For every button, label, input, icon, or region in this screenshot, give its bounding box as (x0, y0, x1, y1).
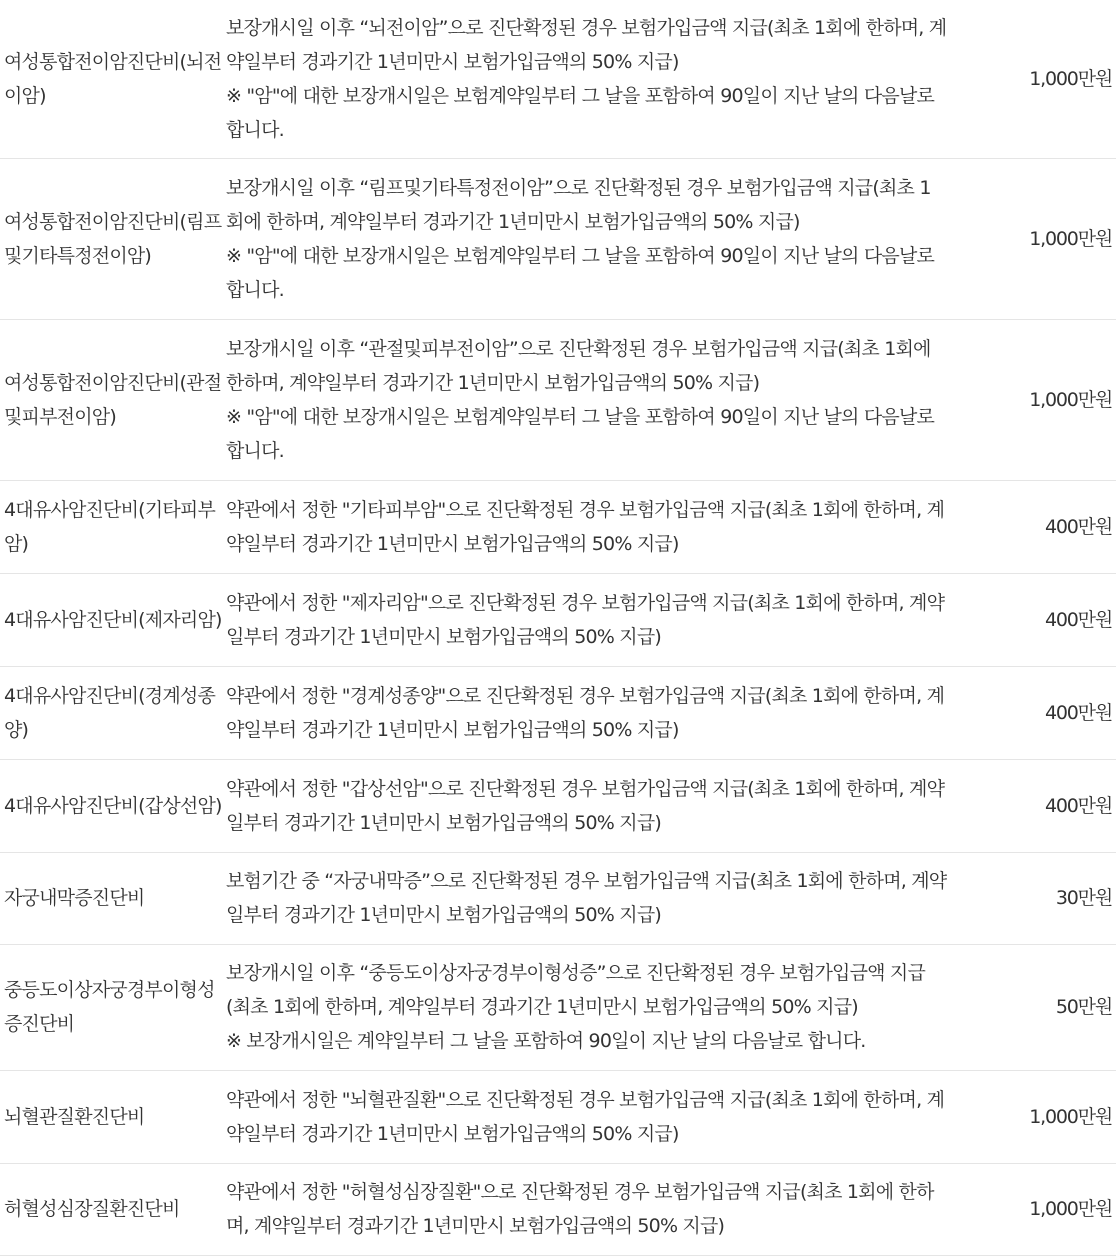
benefit-description (226, 0, 948, 158)
benefit-description (226, 480, 948, 573)
table-row (0, 759, 1116, 852)
table-row (0, 852, 1116, 944)
description-text: 보험기간 중 “자궁내막증”으로 진단확정된 경우 보험가입금액 지급(최초 1회에 한하며, 계약일부터 경과기간 1년미만시 보험가입금액의 50% 지급) (226, 870, 947, 926)
description-note: ※ "암"에 대한 보장개시일은 보험계약일부터 그 날을 포함하여 90일이 지난 날의 다음날로 합니다. (226, 244, 935, 301)
benefit-name: 여성통합전이암진단비(뇌전이암) (0, 0, 226, 158)
benefit-amount: 50만원 (948, 944, 1116, 1070)
benefit-description (226, 158, 948, 319)
table-row (0, 0, 1116, 158)
description-text: 약관에서 정한 "허혈성심장질환"으로 진단확정된 경우 보험가입금액 지급(최초 1회에 한하며, 계약일부터 경과기간 1년미만시 보험가입금액의 50% 지급) (226, 1181, 934, 1237)
description-note: ※ "암"에 대한 보장개시일은 보험계약일부터 그 날을 포함하여 90일이 지난 날의 다음날로 합니다. (226, 84, 935, 141)
description-text: 약관에서 정한 "갑상선암"으로 진단확정된 경우 보험가입금액 지급(최초 1회에 한하며, 계약일부터 경과기간 1년미만시 보험가입금액의 50% 지급) (226, 777, 945, 834)
benefit-name: 자궁내막증진단비 (0, 852, 226, 944)
benefit-amount: 400만원 (948, 480, 1116, 573)
benefit-name: 여성통합전이암진단비(관절및피부전이암) (0, 319, 226, 480)
benefit-description (226, 1070, 948, 1163)
benefit-amount: 400만원 (948, 759, 1116, 852)
benefit-description (226, 319, 948, 480)
table-row (0, 319, 1116, 480)
benefit-description (226, 1163, 948, 1255)
benefit-description (226, 666, 948, 759)
benefit-description (226, 759, 948, 852)
description-text: 약관에서 정한 "경계성종양"으로 진단확정된 경우 보험가입금액 지급(최초 1회에 한하며, 계약일부터 경과기간 1년미만시 보험가입금액의 50% 지급) (226, 684, 945, 741)
table-row (0, 944, 1116, 1070)
benefit-amount: 1,000만원 (948, 1070, 1116, 1163)
table-row (0, 480, 1116, 573)
description-text: 보장개시일 이후 “관절및피부전이암”으로 진단확정된 경우 보험가입금액 지급(최초 1회에 한하며, 계약일부터 경과기간 1년미만시 보험가입금액의 50% 지급) (226, 337, 931, 394)
benefit-amount: 1,000만원 (948, 158, 1116, 319)
benefit-description (226, 573, 948, 666)
table-row (0, 1163, 1116, 1255)
benefit-name: 허혈성심장질환진단비 (0, 1163, 226, 1255)
benefit-name: 여성통합전이암진단비(림프및기타특정전이암) (0, 158, 226, 319)
benefit-name: 뇌혈관질환진단비 (0, 1070, 226, 1163)
description-note: ※ 보장개시일은 계약일부터 그 날을 포함하여 90일이 지난 날의 다음날로 합니다. (226, 1030, 866, 1052)
description-text: 보장개시일 이후 “림프및기타특정전이암”으로 진단확정된 경우 보험가입금액 지급(최초 1회에 한하며, 계약일부터 경과기간 1년미만시 보험가입금액의 50% 지급) (226, 176, 931, 233)
description-text: 약관에서 정한 "제자리암"으로 진단확정된 경우 보험가입금액 지급(최초 1회에 한하며, 계약일부터 경과기간 1년미만시 보험가입금액의 50% 지급) (226, 591, 945, 648)
benefit-name: 중등도이상자궁경부이형성증진단비 (0, 944, 226, 1070)
description-text: 보장개시일 이후 “뇌전이암”으로 진단확정된 경우 보험가입금액 지급(최초 1회에 한하며, 계약일부터 경과기간 1년미만시 보험가입금액의 50% 지급) (226, 16, 947, 73)
description-text: 약관에서 정한 "뇌혈관질환"으로 진단확정된 경우 보험가입금액 지급(최초 1회에 한하며, 계약일부터 경과기간 1년미만시 보험가입금액의 50% 지급) (226, 1088, 945, 1145)
benefit-amount: 1,000만원 (948, 0, 1116, 158)
table-row (0, 573, 1116, 666)
benefit-amount: 1,000만원 (948, 1163, 1116, 1255)
table-row (0, 666, 1116, 759)
benefit-description (226, 852, 948, 944)
benefit-name: 4대유사암진단비(제자리암) (0, 573, 226, 666)
benefit-name: 4대유사암진단비(경계성종양) (0, 666, 226, 759)
description-note: ※ "암"에 대한 보장개시일은 보험계약일부터 그 날을 포함하여 90일이 지난 날의 다음날로 합니다. (226, 405, 935, 462)
benefit-amount: 400만원 (948, 666, 1116, 759)
description-text: 보장개시일 이후 “중등도이상자궁경부이형성증”으로 진단확정된 경우 보험가입금액 지급(최초 1회에 한하며, 계약일부터 경과기간 1년미만시 보험가입금액의 50% 지급) (226, 962, 926, 1018)
benefit-description (226, 944, 948, 1070)
table-row (0, 1070, 1116, 1163)
table-row (0, 158, 1116, 319)
benefit-amount: 400만원 (948, 573, 1116, 666)
description-text: 약관에서 정한 "기타피부암"으로 진단확정된 경우 보험가입금액 지급(최초 1회에 한하며, 계약일부터 경과기간 1년미만시 보험가입금액의 50% 지급) (226, 498, 945, 555)
benefit-name: 4대유사암진단비(기타피부암) (0, 480, 226, 573)
benefit-amount: 30만원 (948, 852, 1116, 944)
benefit-name: 4대유사암진단비(갑상선암) (0, 759, 226, 852)
benefit-amount: 1,000만원 (948, 319, 1116, 480)
